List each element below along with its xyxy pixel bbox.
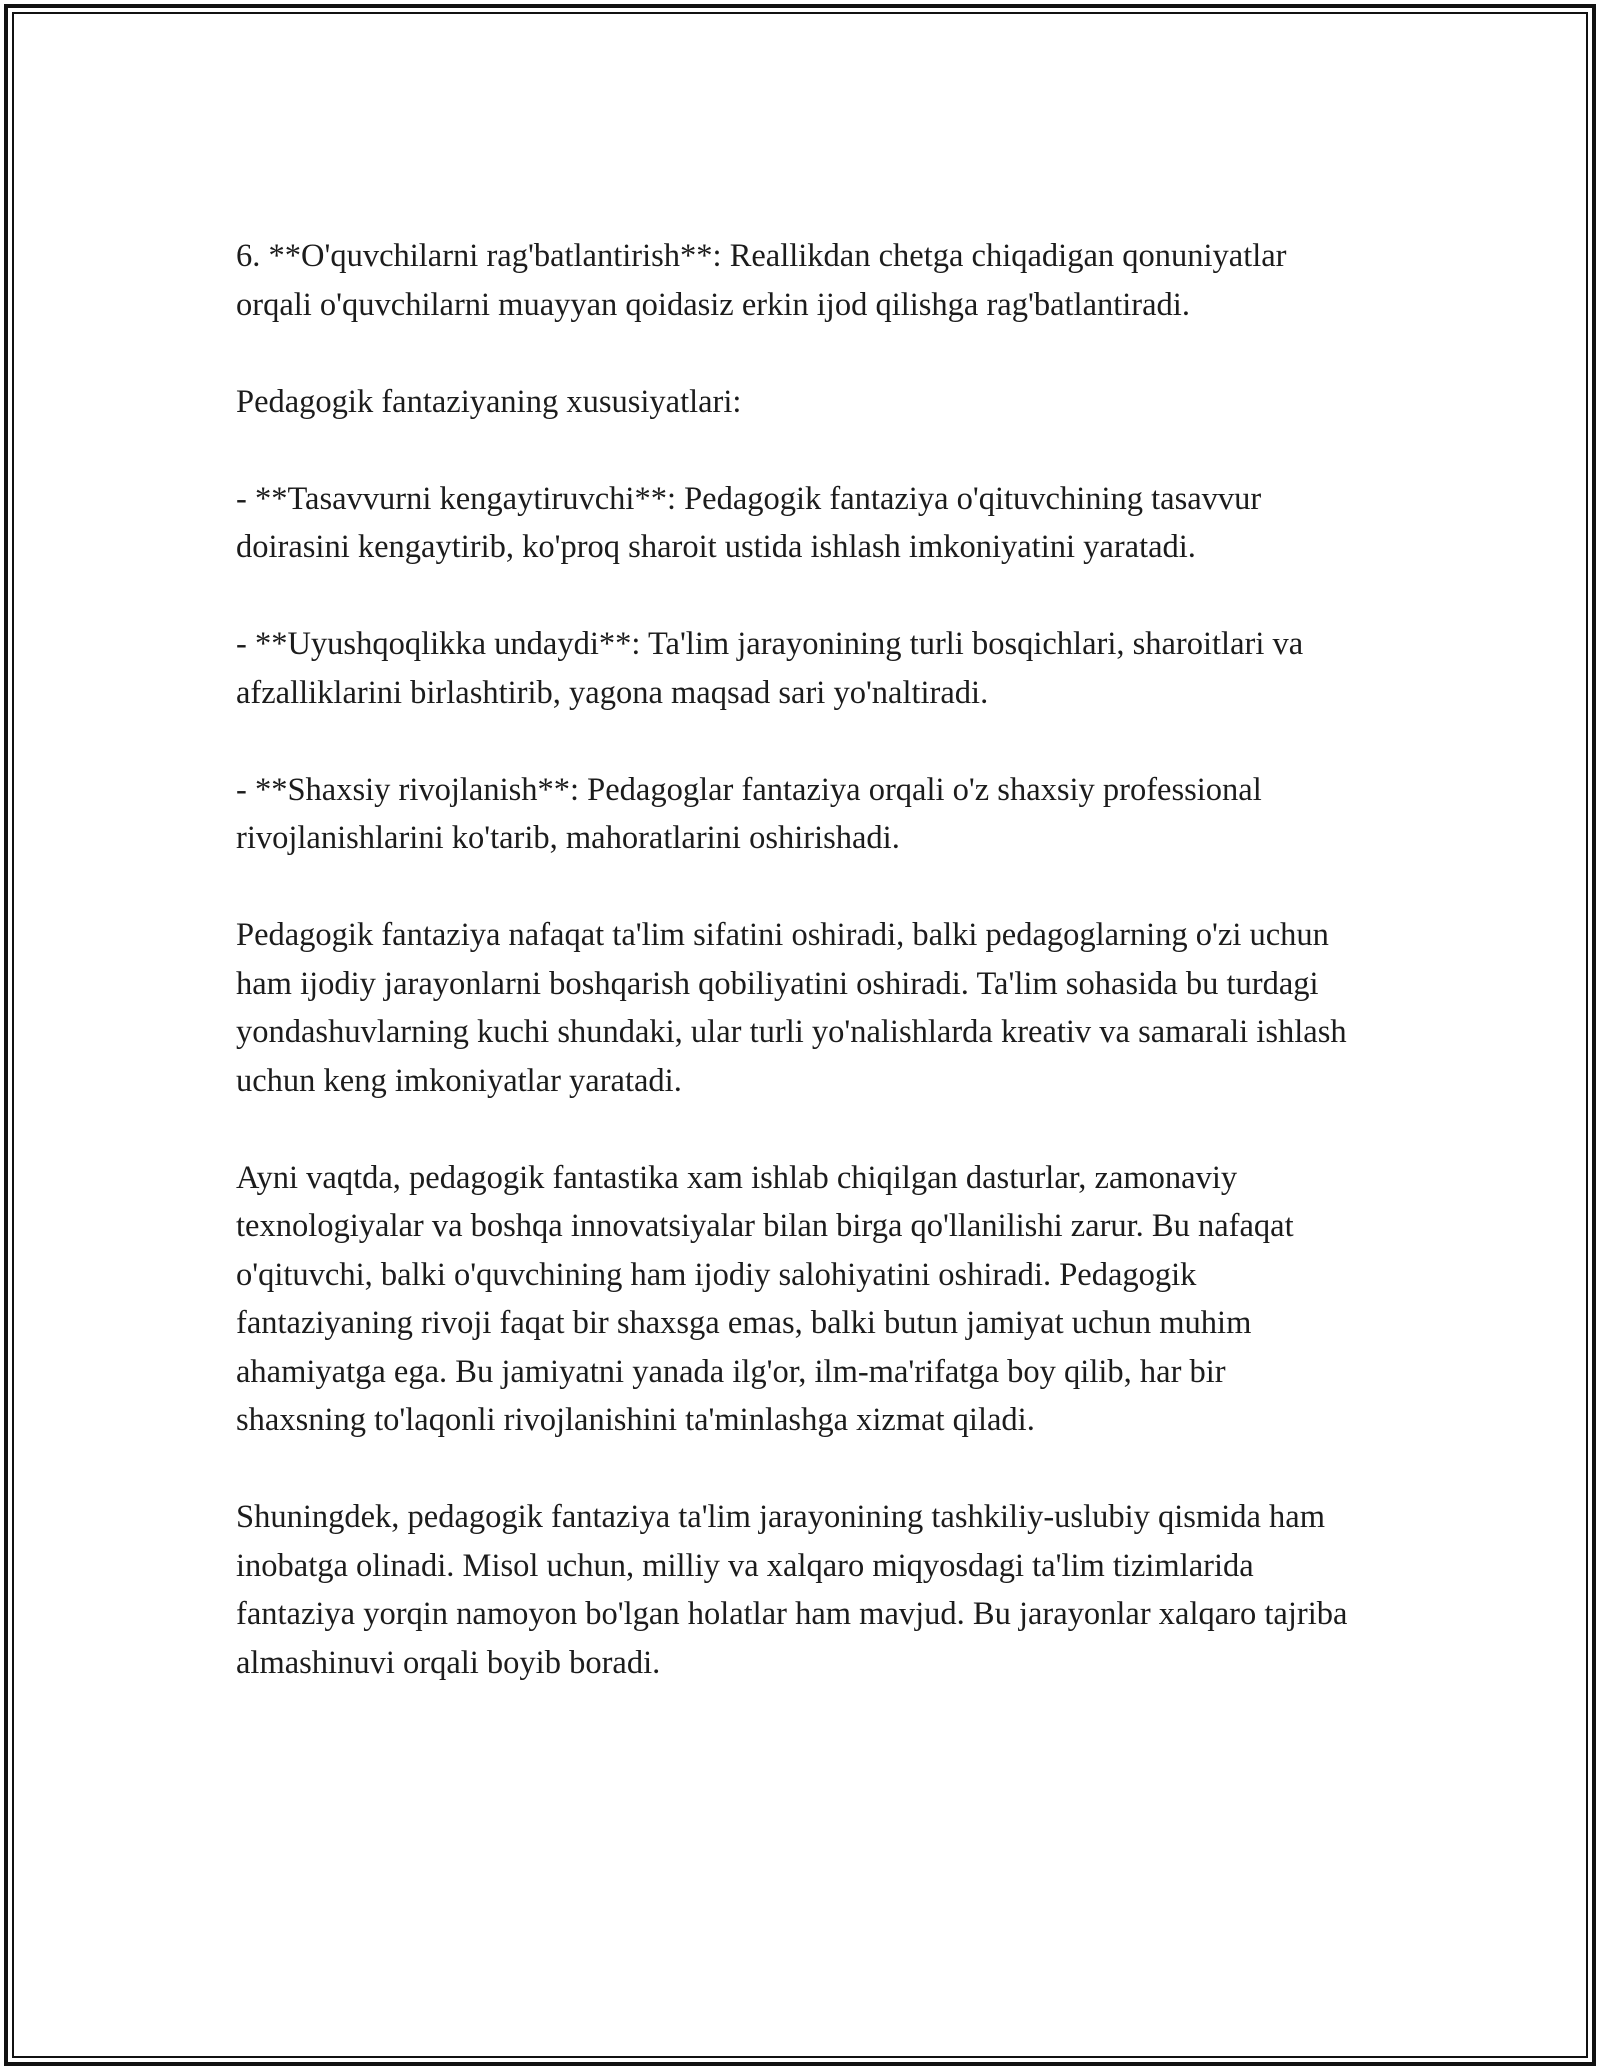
paragraph-encouraging-students: 6. **O'quvchilarni rag'batlantirish**: Reallikdan chetga chiqadigan qonuniyatlar orqali o'quvchilarni muayyan qoidasiz erkin ijod qilishga rag'batlantiradi. bbox=[236, 238, 1287, 323]
paragraph-imagination-expanding: - **Tasavvurni kengaytiruvchi**: Pedagogik fantaziya o'qituvchining tasavvur doirasini kengaytirib, ko'proq sharoit ustida ishlash imkoniyatini yaratadi. bbox=[236, 480, 1262, 565]
paragraph-personal-development: - **Shaxsiy rivojlanish**: Pedagoglar fantaziya orqali o'z shaxsiy professional rivojlanishlarini ko'tarib, mahoratlarini oshirishadi. bbox=[236, 771, 1262, 856]
paragraph-features-heading: Pedagogik fantaziyaning xususiyatlari: bbox=[236, 383, 742, 420]
document-body bbox=[236, 232, 1360, 1687]
paragraph-quality-of-education: Pedagogik fantaziya nafaqat ta'lim sifatini oshiradi, balki pedagoglarning o'zi uchun ham ijodiy jarayonlarni boshqarish qobiliyatini oshiradi. Ta'lim sohasida bu turdagi yondashuvlarning kuchi shundaki, ular turli yo'nalishlarda kreativ va samarali ishlash uchun keng imkoniyatlar yaratadi. bbox=[236, 917, 1347, 1099]
paragraph-modern-technologies: Ayni vaqtda, pedagogik fantastika xam ishlab chiqilgan dasturlar, zamonaviy texnologiyalar va boshqa innovatsiyalar bilan birga qo'llanilishi zarur. Bu nafaqat o'qituvchi, balki o'quvchining ham ijodiy salohiyatini oshiradi. Pedagogik fantaziyaning rivoji faqat bir shaxsga emas, balki butun jamiyat uchun muhim ahamiyatga ega. Bu jamiyatni yanada ilg'or, ilm-ma'rifatga boy qilib, har bir shaxsning to'laqonli rivojlanishini ta'minlashga xizmat qiladi. bbox=[236, 1159, 1294, 1438]
paragraph-organizational-methods: Shuningdek, pedagogik fantaziya ta'lim jarayonining tashkiliy-uslubiy qismida ham inobatga olinadi. Misol uchun, milliy va xalqaro miqyosdagi ta'lim tizimlarida fantaziya yorqin namoyon bo'lgan holatlar ham mavjud. Bu jarayonlar xalqaro tajriba almashinuvi orqali boyib boradi. bbox=[236, 1499, 1348, 1681]
paragraph-organization: - **Uyushqoqlikka undaydi**: Ta'lim jarayonining turli bosqichlari, sharoitlari va afzalliklarini birlashtirib, yagona maqsad sari yo'naltiradi. bbox=[236, 626, 1304, 711]
